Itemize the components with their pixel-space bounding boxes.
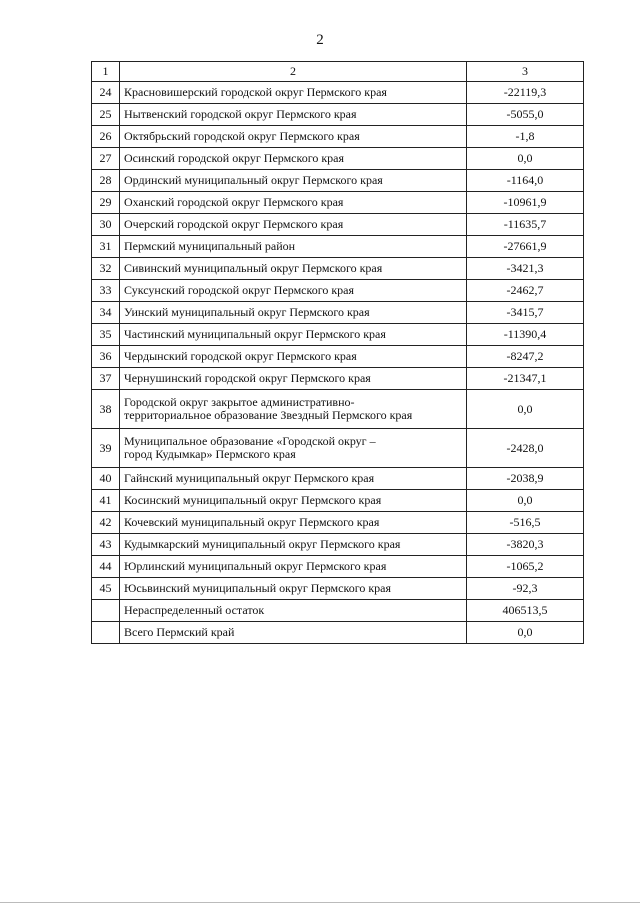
row-value: -92,3 — [467, 578, 584, 600]
row-name: Сивинский муниципальный округ Пермского края — [120, 258, 467, 280]
row-number: 34 — [92, 302, 120, 324]
row-name: Косинский муниципальный округ Пермского края — [120, 490, 467, 512]
row-number: 33 — [92, 280, 120, 302]
row-name: Красновишерский городской округ Пермского края — [120, 82, 467, 104]
row-value: -2462,7 — [467, 280, 584, 302]
row-value: -11635,7 — [467, 214, 584, 236]
table-header-row — [92, 62, 584, 82]
table-row — [92, 346, 584, 368]
table-row — [92, 490, 584, 512]
row-name: Юсьвинский муниципальный округ Пермского края — [120, 578, 467, 600]
row-value: -2038,9 — [467, 468, 584, 490]
row-name-line-2: территориальное образование Звездный Пермского края — [124, 408, 413, 422]
row-number: 25 — [92, 104, 120, 126]
row-value: -1,8 — [467, 126, 584, 148]
row-name: Юрлинский муниципальный округ Пермского края — [120, 556, 467, 578]
row-number: 28 — [92, 170, 120, 192]
row-number: 30 — [92, 214, 120, 236]
row-value: -11390,4 — [467, 324, 584, 346]
table-row — [92, 468, 584, 490]
row-number: 26 — [92, 126, 120, 148]
row-name: Нераспределенный остаток — [120, 600, 467, 622]
table-row — [92, 258, 584, 280]
row-name: Чернушинский городской округ Пермского края — [120, 368, 467, 390]
table-row — [92, 214, 584, 236]
row-value: -3415,7 — [467, 302, 584, 324]
table-row — [92, 192, 584, 214]
row-value: 406513,5 — [467, 600, 584, 622]
table-row — [92, 368, 584, 390]
row-value: -3820,3 — [467, 534, 584, 556]
row-name: Кудымкарский муниципальный округ Пермского края — [120, 534, 467, 556]
row-name: Гайнский муниципальный округ Пермского края — [120, 468, 467, 490]
row-value: -22119,3 — [467, 82, 584, 104]
table-row — [92, 126, 584, 148]
row-number: 41 — [92, 490, 120, 512]
row-number: 44 — [92, 556, 120, 578]
row-value: 0,0 — [467, 148, 584, 170]
row-value: -1164,0 — [467, 170, 584, 192]
row-name: Очерский городской округ Пермского края — [120, 214, 467, 236]
row-name: Ординский муниципальный округ Пермского края — [120, 170, 467, 192]
row-name: Осинский городской округ Пермского края — [120, 148, 467, 170]
table-row — [92, 578, 584, 600]
row-number: 32 — [92, 258, 120, 280]
row-value: -516,5 — [467, 512, 584, 534]
row-name: Всего Пермский край — [120, 622, 467, 644]
row-value: 0,0 — [467, 622, 584, 644]
row-name: Суксунский городской округ Пермского края — [120, 280, 467, 302]
table-row — [92, 600, 584, 622]
row-name — [120, 390, 467, 429]
row-value: -21347,1 — [467, 368, 584, 390]
table-row — [92, 556, 584, 578]
table-row — [92, 104, 584, 126]
row-name: Пермский муниципальный район — [120, 236, 467, 258]
row-number: 42 — [92, 512, 120, 534]
table-row — [92, 512, 584, 534]
row-value: 0,0 — [467, 490, 584, 512]
row-number: 39 — [92, 429, 120, 468]
row-value: -8247,2 — [467, 346, 584, 368]
row-number: 27 — [92, 148, 120, 170]
row-number: 37 — [92, 368, 120, 390]
table-row — [92, 534, 584, 556]
row-name: Оханский городской округ Пермского края — [120, 192, 467, 214]
table-row — [92, 302, 584, 324]
row-name — [120, 429, 467, 468]
row-name: Нытвенский городской округ Пермского края — [120, 104, 467, 126]
row-number: 40 — [92, 468, 120, 490]
header-col-3: 3 — [467, 62, 584, 82]
table-row — [92, 324, 584, 346]
row-name: Октябрьский городской округ Пермского края — [120, 126, 467, 148]
table-row — [92, 236, 584, 258]
row-value: -5055,0 — [467, 104, 584, 126]
table-body — [92, 62, 584, 644]
row-name: Уинский муниципальный округ Пермского края — [120, 302, 467, 324]
table-row — [92, 148, 584, 170]
row-name-line-1: Муниципальное образование «Городской округ – — [124, 434, 376, 448]
row-number — [92, 600, 120, 622]
row-value: 0,0 — [467, 390, 584, 429]
header-col-1: 1 — [92, 62, 120, 82]
page-bottom-edge — [0, 902, 640, 903]
row-number: 45 — [92, 578, 120, 600]
row-name: Частинский муниципальный округ Пермского края — [120, 324, 467, 346]
row-number: 31 — [92, 236, 120, 258]
row-number: 24 — [92, 82, 120, 104]
header-col-2: 2 — [120, 62, 467, 82]
row-value: -1065,2 — [467, 556, 584, 578]
table-row — [92, 622, 584, 644]
row-number: 38 — [92, 390, 120, 429]
budget-table — [91, 61, 584, 644]
row-number: 29 — [92, 192, 120, 214]
row-number: 35 — [92, 324, 120, 346]
table-row — [92, 390, 584, 429]
row-number — [92, 622, 120, 644]
row-value: -27661,9 — [467, 236, 584, 258]
table-row — [92, 170, 584, 192]
row-name-line-1: Городской округ закрытое административно- — [124, 395, 355, 409]
page-number: 2 — [316, 32, 324, 48]
table-row — [92, 82, 584, 104]
row-value: -10961,9 — [467, 192, 584, 214]
row-value: -2428,0 — [467, 429, 584, 468]
table-row — [92, 429, 584, 468]
row-number: 43 — [92, 534, 120, 556]
row-name-line-2: город Кудымкар» Пермского края — [124, 447, 296, 461]
row-value: -3421,3 — [467, 258, 584, 280]
row-number: 36 — [92, 346, 120, 368]
row-name: Кочевский муниципальный округ Пермского края — [120, 512, 467, 534]
table-row — [92, 280, 584, 302]
row-name: Чердынский городской округ Пермского края — [120, 346, 467, 368]
